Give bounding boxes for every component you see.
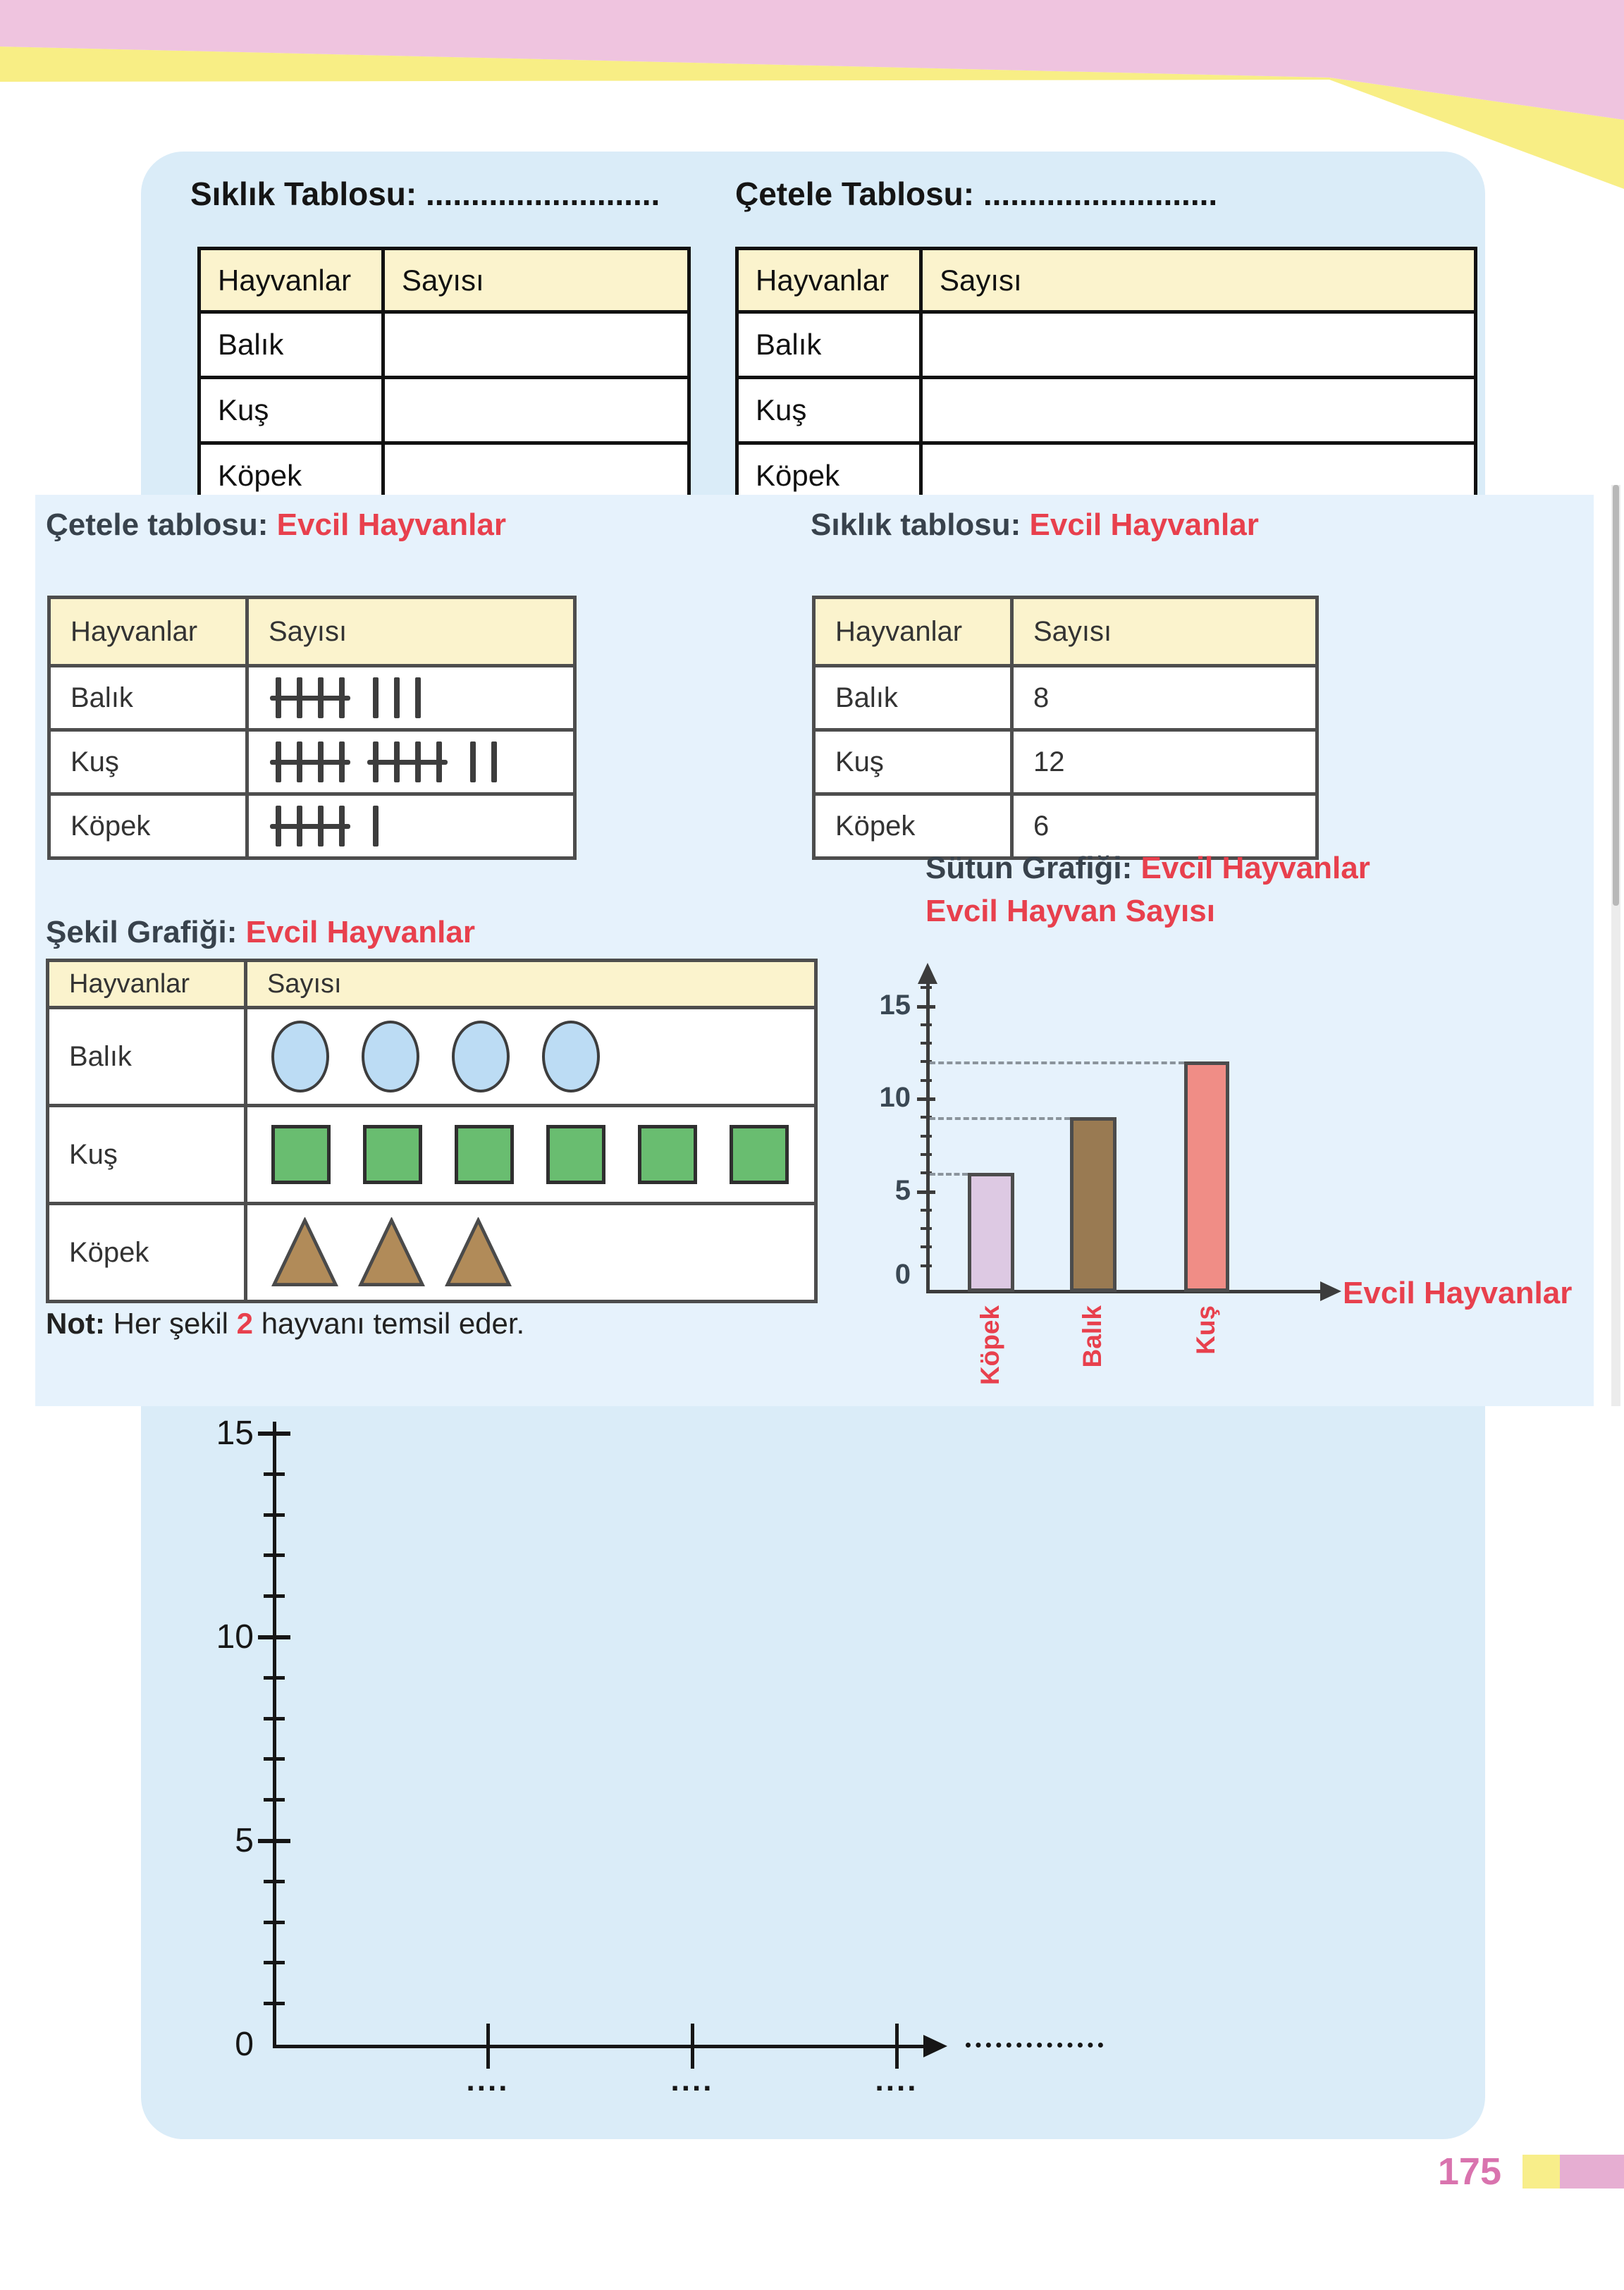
bar-category-label: Köpek — [976, 1305, 1004, 1386]
y-axis-tick — [921, 1135, 932, 1138]
tally-singles — [373, 806, 379, 847]
tally-stroke — [415, 677, 421, 718]
tally-marks — [249, 732, 573, 792]
triangle-symbol — [445, 1217, 512, 1288]
symbol-row — [247, 1107, 814, 1202]
y-axis-tick-label: 10 — [216, 1618, 254, 1656]
circle-symbol — [452, 1021, 510, 1092]
bar-value-leader-line — [930, 1117, 1070, 1120]
y-axis-tick — [921, 986, 932, 989]
answer-tally-title — [46, 507, 506, 543]
table-header — [816, 599, 1315, 667]
tally-strike — [270, 760, 350, 765]
column-header-count: Sayısı — [269, 615, 347, 647]
footer-yellow-mark — [1522, 2155, 1560, 2189]
y-axis-tick-label: 15 — [879, 989, 911, 1021]
x-axis-tick — [895, 2024, 899, 2069]
scrollbar-thumb[interactable] — [1613, 485, 1619, 906]
title-text: Şekil Grafiği: — [46, 915, 238, 949]
count-value: 6 — [1033, 810, 1050, 842]
column-header-animals: Hayvanlar — [816, 599, 1014, 664]
square-symbol — [363, 1125, 422, 1184]
animal-label: Balık — [816, 667, 1014, 728]
column-header-count: Sayısı — [1033, 615, 1112, 647]
tally-stroke — [373, 806, 379, 847]
y-axis-tick-label: 0 — [235, 2026, 254, 2063]
tally-marks — [249, 796, 573, 856]
animal-label: Kuş — [49, 1107, 247, 1202]
y-axis-tick-label: 5 — [235, 1822, 254, 1859]
bar — [1184, 1061, 1229, 1292]
pictograph-title — [46, 915, 475, 950]
table-row — [49, 1009, 814, 1107]
square-symbol — [730, 1125, 789, 1184]
x-axis-arrow-icon — [923, 2035, 947, 2057]
pictograph-table — [46, 959, 818, 1303]
title-text: Sütun Grafiği: — [925, 851, 1133, 885]
column-header-animals: Hayvanlar — [49, 962, 247, 1006]
column-header-animals: Hayvanlar — [739, 250, 923, 310]
y-axis-tick — [258, 1635, 290, 1639]
tally-singles — [373, 677, 421, 718]
table-row — [739, 314, 1474, 379]
note-pre: Her şekil — [104, 1307, 237, 1340]
y-axis-tick — [264, 1961, 285, 1964]
y-axis-tick-label: 0 — [894, 1259, 911, 1290]
bar-category-label: Kuş — [1191, 1305, 1220, 1355]
y-axis-tick — [921, 1227, 932, 1230]
animal-label: Balık — [49, 1009, 247, 1104]
triangle-symbol — [358, 1217, 425, 1288]
y-axis-tick — [264, 1717, 285, 1720]
bar-chart-title — [925, 851, 1370, 886]
animal-label: Köpek — [201, 445, 385, 507]
y-axis-tick — [921, 1023, 932, 1026]
tally-table-title: Çetele Tablosu: .......................... — [735, 176, 1218, 212]
bar — [968, 1173, 1014, 1292]
y-axis-tick — [921, 1245, 932, 1248]
y-axis-tick — [264, 1921, 285, 1924]
column-header-animals: Hayvanlar — [51, 599, 249, 664]
answer-frequency-table — [812, 596, 1319, 860]
answer-frequency-title — [811, 507, 1259, 543]
symbol-row — [247, 1009, 814, 1104]
y-axis-arrow-icon — [918, 963, 937, 984]
y-axis-tick — [264, 1594, 285, 1598]
tally-strike — [270, 696, 350, 701]
note-post: hayvanı temsil eder. — [253, 1307, 525, 1340]
table-row — [816, 732, 1315, 796]
empty-answer-cell — [923, 379, 1474, 441]
y-axis-tick-label: 5 — [894, 1174, 911, 1206]
page-number: 175 — [1437, 2150, 1501, 2193]
table-row — [49, 1205, 814, 1300]
table-row — [51, 667, 573, 732]
axis-extension-dots — [966, 2043, 1103, 2048]
y-axis-tick — [921, 1264, 932, 1267]
pictograph-note — [46, 1307, 524, 1341]
tally-stroke — [394, 677, 400, 718]
y-axis-tick — [917, 1190, 935, 1194]
tally-stroke — [470, 741, 476, 782]
animal-label: Köpek — [739, 445, 923, 507]
note-value: 2 — [236, 1307, 254, 1340]
y-axis-tick — [264, 1676, 285, 1680]
title-subject: Evcil Hayvanlar — [1140, 851, 1370, 885]
title-subject: Evcil Hayvanlar — [276, 507, 506, 542]
title-subject: Evcil Hayvanlar — [1029, 507, 1259, 542]
worksheet-tally-table — [735, 247, 1477, 510]
column-header-count: Sayısı — [940, 263, 1022, 297]
square-symbol — [638, 1125, 697, 1184]
circle-symbol — [542, 1021, 600, 1092]
circle-symbol — [362, 1021, 419, 1092]
x-axis-title: Evcil Hayvanlar — [1343, 1276, 1573, 1310]
tally-stroke — [491, 741, 497, 782]
circle-symbol — [271, 1021, 329, 1092]
animal-label: Köpek — [49, 1205, 247, 1300]
title-text: Çetele tablosu: — [46, 507, 269, 542]
answer-tally-table — [47, 596, 577, 860]
table-row — [49, 1107, 814, 1205]
y-axis-tick — [917, 1005, 935, 1009]
y-axis-tick — [264, 1757, 285, 1761]
bar-value-leader-line — [930, 1061, 1184, 1064]
y-axis-tick-label: 15 — [216, 1415, 254, 1452]
table-row — [51, 796, 573, 856]
category-placeholder: .... — [466, 2063, 510, 2098]
animal-label: Balık — [51, 667, 249, 728]
table-header — [201, 250, 687, 314]
table-row — [201, 314, 687, 379]
x-axis-arrow-icon — [1320, 1281, 1341, 1301]
y-axis-tick — [264, 2002, 285, 2005]
empty-answer-cell — [385, 379, 687, 441]
y-axis-tick — [258, 1432, 290, 1436]
bar-chart-y-axis-title: Evcil Hayvan Sayısı — [925, 894, 1215, 928]
animal-label: Köpek — [816, 796, 1014, 856]
table-row — [816, 667, 1315, 732]
category-placeholder: .... — [875, 2063, 918, 2098]
count-value: 12 — [1033, 746, 1065, 777]
y-axis-tick — [264, 1472, 285, 1476]
practice-x-axis — [273, 2045, 925, 2048]
empty-answer-cell — [385, 314, 687, 376]
column-header-count: Sayısı — [402, 263, 484, 297]
x-axis-tick — [486, 2024, 490, 2069]
tally-marks — [249, 667, 573, 728]
symbol-row — [247, 1205, 814, 1300]
tally-stroke — [373, 677, 379, 718]
square-symbol — [455, 1125, 514, 1184]
bar — [1070, 1117, 1116, 1292]
answer-overlay — [35, 495, 1594, 1406]
y-axis-tick — [264, 1553, 285, 1557]
footer-pink-mark — [1560, 2155, 1624, 2189]
table-row — [51, 732, 573, 796]
table-row — [816, 796, 1315, 856]
tally-group-of-five — [276, 677, 345, 718]
y-axis-tick-label: 10 — [879, 1082, 911, 1113]
title-subject: Evcil Hayvanlar — [245, 915, 475, 949]
y-axis-tick — [264, 1880, 285, 1883]
tally-singles — [470, 741, 497, 782]
column-header-animals: Hayvanlar — [201, 250, 385, 310]
animal-label: Balık — [739, 314, 923, 376]
square-symbol — [271, 1125, 331, 1184]
empty-answer-cell — [923, 314, 1474, 376]
y-axis-tick — [917, 1097, 935, 1101]
animal-label: Kuş — [816, 732, 1014, 792]
table-header — [49, 962, 814, 1009]
animal-label: Kuş — [739, 379, 923, 441]
worksheet-frequency-table — [197, 247, 691, 510]
count-value: 8 — [1033, 682, 1050, 713]
note-label: Not: — [46, 1307, 105, 1340]
tally-strike — [270, 824, 350, 829]
table-header — [51, 599, 573, 667]
category-placeholder: .... — [670, 2063, 714, 2098]
triangle-symbol — [271, 1217, 338, 1288]
tally-strike — [367, 760, 448, 765]
square-symbol — [546, 1125, 605, 1184]
tally-group-of-five — [276, 741, 345, 782]
animal-label: Köpek — [51, 796, 249, 856]
bar-category-label: Balık — [1078, 1305, 1107, 1368]
y-axis-tick — [921, 1079, 932, 1082]
column-header-count: Sayısı — [267, 968, 342, 999]
animal-label: Kuş — [201, 379, 385, 441]
bar-value-leader-line — [930, 1173, 968, 1176]
animal-label: Balık — [201, 314, 385, 376]
y-axis-tick — [921, 1042, 932, 1045]
frequency-table-title: Sıklık Tablosu: .......................... — [190, 176, 660, 212]
tally-group-of-five — [276, 806, 345, 847]
y-axis-tick — [258, 1839, 290, 1843]
table-row — [739, 379, 1474, 445]
y-axis-tick — [921, 1209, 932, 1212]
table-row — [201, 379, 687, 445]
x-axis-tick — [691, 2024, 694, 2069]
y-axis-tick — [921, 1153, 932, 1156]
y-axis-tick — [264, 1798, 285, 1802]
table-header — [739, 250, 1474, 314]
animal-label: Kuş — [51, 732, 249, 792]
y-axis-tick — [264, 1513, 285, 1517]
title-text: Sıklık tablosu: — [811, 507, 1021, 542]
tally-group-of-five — [373, 741, 442, 782]
